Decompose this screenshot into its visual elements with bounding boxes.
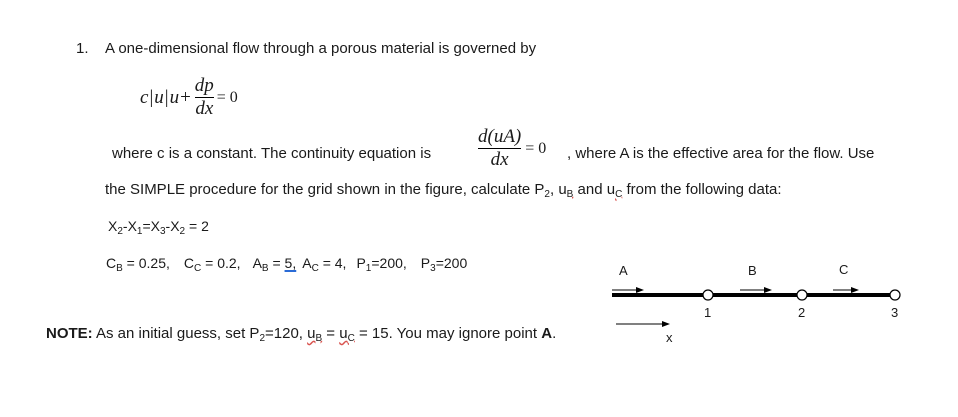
node-label-3: 3 xyxy=(891,305,899,320)
continuity-prefix: where c is a constant. The continuity equation is xyxy=(112,145,432,162)
grid-figure xyxy=(600,255,920,355)
simple-procedure-text: the SIMPLE procedure for the grid shown in the figure, calculate $P_2$, $u_B$ and $u_C$ from the following data: xyxy=(105,181,782,200)
velocity-arrow-b xyxy=(740,287,772,293)
section-label-a: A xyxy=(619,263,628,278)
abs-bar-left: | xyxy=(149,86,154,108)
dp-numerator: dp xyxy=(194,75,214,96)
x-axis-arrow xyxy=(616,321,670,327)
continuity-numerator: d(uA) xyxy=(478,126,522,147)
eq-u-abs: u xyxy=(154,86,164,108)
velocity-arrow-a xyxy=(612,287,644,293)
node-label-2: 2 xyxy=(798,305,806,320)
grid-spacing: $X_2-X_1=X_3-X_2 = 2$ xyxy=(108,218,209,237)
eq-u: u xyxy=(169,86,180,108)
dp-dx-fraction xyxy=(195,75,214,120)
note-text: NOTE: As an initial guess, set $P_2=120$, $u_B = u_C = 15$. You may ignore point A. xyxy=(46,325,557,344)
eq-c: c xyxy=(140,86,149,108)
node-label-1: 1 xyxy=(704,305,712,320)
node-1 xyxy=(703,290,713,300)
input-data: $C_B = 0.25$, $C_C = 0.2$, $A_B = 5$, $A_C = 4$, $P_1=200$, $P_3=200$ xyxy=(106,255,468,274)
continuity-suffix: , where A is the effective area for the flow. Use xyxy=(567,145,875,162)
section-label-c: C xyxy=(839,262,849,277)
axis-label-x: x xyxy=(666,330,673,345)
continuity-rhs: = 0 xyxy=(525,139,547,157)
intro-text: A one-dimensional flow through a porous material is governed by xyxy=(105,40,537,57)
section-label-b: B xyxy=(748,263,757,278)
eq-plus: + xyxy=(180,86,191,108)
continuity-denominator: dx xyxy=(490,149,509,170)
problem-number: 1. xyxy=(76,40,89,57)
dp-denominator: dx xyxy=(195,98,214,119)
node-2 xyxy=(797,290,807,300)
node-3 xyxy=(890,290,900,300)
abs-bar-right: | xyxy=(164,86,169,108)
continuity-fraction xyxy=(478,126,521,171)
continuity-equation xyxy=(478,126,546,171)
eq-rhs: = 0 xyxy=(216,88,238,106)
momentum-equation xyxy=(140,75,238,120)
velocity-arrow-c xyxy=(833,287,859,293)
